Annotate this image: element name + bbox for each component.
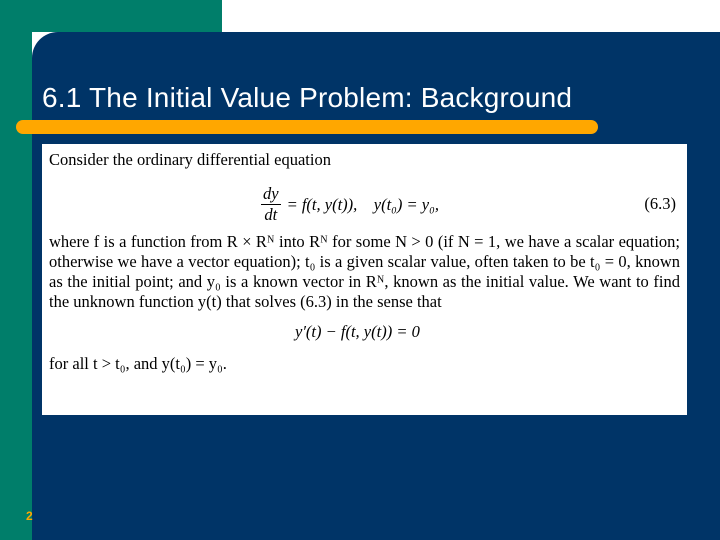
equation-tag: (6.3) bbox=[644, 194, 676, 213]
corner-accent-block bbox=[0, 0, 222, 32]
left-accent-strip bbox=[0, 0, 32, 540]
slide-title: 6.1 The Initial Value Problem: Background bbox=[42, 82, 573, 113]
fraction-denominator: dt bbox=[264, 205, 278, 224]
fraction-numerator: dy bbox=[263, 184, 279, 203]
content-image-box bbox=[42, 144, 687, 415]
solution-equation: y′(t) − f(t, y(t)) = 0 bbox=[295, 322, 420, 341]
title-underline-bar bbox=[16, 120, 598, 134]
definition-paragraph: where f is a function from R × Rᴺ into Rᴺ for some N > 0 (if N = 1, we have a scalar equation; otherwise we have a vector equation); t₀ is a given scalar value, often taken to be t₀ = 0, known as the initial point; and y₀ is a known vector in Rᴺ, known as the initial value. We want to find the unknown function y(t) that solves (6.3) in the sense that bbox=[49, 232, 680, 311]
closing-text: for all t > t₀, and y(t₀) = y₀. bbox=[49, 354, 227, 373]
equation-rhs: = f(t, y(t)), y(t₀) = y₀, bbox=[286, 194, 439, 214]
equation-6-3 bbox=[49, 172, 680, 228]
derivative-fraction bbox=[261, 184, 281, 225]
intro-text: Consider the ordinary differential equation bbox=[49, 150, 331, 169]
slide-number: 2 bbox=[26, 509, 33, 523]
equation-body bbox=[261, 184, 439, 225]
solution-equation-row bbox=[49, 312, 680, 350]
